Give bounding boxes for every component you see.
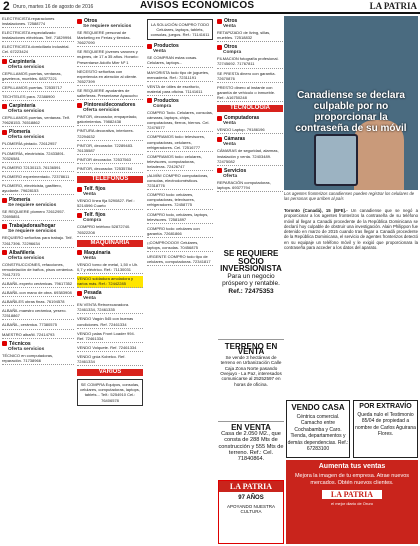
- classified-ad: ALBAÑIL maestro cerámica, yesero. 72518867: [2, 308, 74, 320]
- classified-ad: VENDO soldadura amoladora y varios más. Ref.: 72442285: [77, 276, 143, 288]
- classified-ad: COMPRAMOS todo: celulares, televisores, computadoras, heladeras. 72426747: [147, 154, 213, 171]
- news-headline: Canadiense se declara culpable por no proporcionar la contraseña de su móvil: [295, 90, 407, 134]
- category-label: Albañilería: [9, 249, 35, 256]
- classified-ad: VENDO torno de metal, 1,50 x Uh. 0,7 y eléctrico. Ref.: 71130031: [77, 262, 143, 274]
- classified-ad: PLOMERO 72130113. 76136591: [2, 165, 74, 172]
- news-text: Un canadiense que se negó a proporcionar a los agentes fronterizos la contraseña de su teléfono móvil al llegar a Canadá procedente de la República Dominicana se declaró hoy culpable de obstruir una investigación. Alain Philippon fue detenido en marzo de 2015 cuando tras llegar a Canadá procedente de la República Dominicana, el servicio de agentes fronterizos detectó en su equipaje un teléfono móvil y le exigió que proporcionara la contraseña para acceder a los datos del aparato.: [284, 208, 418, 251]
- category-subheading: Venta: [83, 296, 96, 302]
- classified-ad: TÉCNICO en computadoras, reparación. 71738966: [2, 353, 74, 365]
- classified-ad: URGENTE COMPRO todo tipo de celulares, computadoras. 72341817: [147, 254, 213, 266]
- category-bullet-icon: [77, 213, 82, 218]
- page-header: [0, 0, 420, 14]
- classified-ad: LA SOLUCIÓN COMPRO TODO Celulares, laptops, tablets, consolas, juegos. Ref.: 71141611: [147, 19, 213, 40]
- classified-ad: ALBAÑIL experto cerámicas. 79617352: [2, 281, 74, 288]
- category-subheading: Venta: [223, 24, 236, 29]
- land-ad-title: TERRENO EN VENTA: [224, 342, 278, 357]
- classified-ad: EN VENTA Retroexcavadora. 72461334, 72461335: [77, 302, 143, 314]
- classified-ad: COMPRO teléfono 52872740. 76522208: [77, 224, 143, 236]
- category-subheading: Oferta servicios: [83, 108, 120, 114]
- anniversary-slogan: APOYANDO NUESTRA CULTURA: [227, 504, 275, 515]
- classified-ad: SE REQUIERE ayudantes de salteñeras. Presentarse Ayacucho: [77, 88, 143, 100]
- category-subheading: Venta: [83, 255, 96, 261]
- classified-ad: COMPRO todo, celulares, laptops, televisores. 72581897: [147, 212, 213, 224]
- classified-ad: ELECTRICISTA especializado instalaciones eléctricas. Telf. 71829994: [2, 30, 74, 42]
- category-bullet-icon: [2, 104, 7, 109]
- classified-ad: ¡ALMÍN! COMPRO computadoras, consolas, electrodomésticos. 72318776: [147, 173, 213, 190]
- brand-logo: LA PATRIA: [369, 1, 417, 11]
- category-label: Productos: [154, 97, 179, 104]
- classified-ad: PRESTO dinero al instante con garantía de vehículo o inmueble. Ref.: A16750248: [217, 85, 283, 102]
- category-subheading: Se requiere servicios: [83, 24, 132, 29]
- column-2: [77, 16, 143, 409]
- classified-ad: PINTOR, decorador. 72535784: [77, 166, 143, 173]
- classified-ad: CEPILLAMOS puertas. 72535717: [2, 85, 74, 92]
- classified-ad: PINTOR decorador. 72537563: [77, 157, 143, 164]
- classified-ad: PLOMERÍA pintado. 72612957: [2, 141, 74, 148]
- section-banner: TECNOLOGÍA: [217, 105, 283, 112]
- classified-ad: COMPRO todo: celulares con garantía. 72681866: [147, 226, 213, 238]
- land-ad-body: Se vende 3 hectáreas de terreno en Urbanización Calle Caja Zona Norte pasando Ovejuyo - La Paz, interesados comunicarse al 25252597 en horas de oficina.: [220, 354, 282, 387]
- lost-document-box: [353, 400, 418, 458]
- news-dateline: Toronto (Canadá), 15 (EFE).-: [284, 208, 348, 213]
- column-4: [217, 16, 283, 190]
- category-label: Otros: [84, 18, 98, 24]
- category-subheading: Venta: [83, 192, 96, 198]
- classified-ad: VENDO línea fija 5290827. Ref.: 5214596 Cuarto: [77, 198, 143, 210]
- category-bullet-icon: [2, 130, 7, 135]
- house-sale-box: [286, 400, 350, 458]
- classified-ad: SE REQUIERE plomero 72612957. 72695851: [2, 209, 74, 221]
- section-banner: VARIOS: [77, 369, 143, 376]
- section-banner: TELEFONOS: [77, 176, 143, 183]
- category-bullet-icon: [217, 45, 222, 50]
- category-bullet-icon: [77, 250, 82, 255]
- classified-ad: COMPRAMOS todo: televisores, computadoras, celulares, refrigeradores. Cel. 72516777: [147, 134, 213, 151]
- classified-ad: PLOMERÍA, electricista. 72433891. 70326581: [2, 151, 74, 163]
- investor-ad-body: Para un negocio próspero y rentable.: [222, 272, 280, 288]
- classified-ad: PLOMERO, electricista, gasfitero, ayudante. 79628153: [2, 183, 74, 195]
- category-label: Pesada: [84, 290, 102, 297]
- classified-ad: SE COMPRA Equipos, consolas, celulares, computadoras, laptops, tablets... Telf.: 5254910 Cel.: 76406578: [77, 379, 143, 405]
- category-bullet-icon: [2, 198, 7, 203]
- category-label: Maquinaria: [84, 249, 111, 256]
- lost-document-title: POR EXTRAVÍO: [359, 403, 412, 410]
- category-label: Telf. fijos: [84, 212, 106, 219]
- category-bullet-icon: [77, 19, 82, 24]
- column-3: [147, 16, 213, 268]
- classified-ad: NECESITO señoritas con experiencia en atención al cliente. 76527399: [77, 69, 143, 86]
- land-ad: [218, 344, 284, 422]
- classified-ad: VENDO Volquete. Ref. 72461334: [77, 345, 143, 352]
- category-bullet-icon: [217, 137, 222, 142]
- category-subheading: Oferta servicios: [8, 135, 45, 141]
- category-bullet-icon: [2, 250, 7, 255]
- category-subheading: Oferta servicios: [8, 109, 45, 115]
- category-label: Telf. fijos: [84, 186, 106, 193]
- date-line: Oruro, martes 16 de agosto de 2016: [12, 4, 94, 10]
- classified-ad: CÁMARAS de seguridad, alarmas, instalación y venta. 72403489. 72475082: [217, 148, 283, 165]
- category-bullet-icon: [77, 187, 82, 192]
- category-label: Productos: [154, 43, 179, 50]
- house-sale-ad-body: Casa de 2.050 M2., que consta de 288 Mts de construcción y 555 Mts de terreno. Ref.: Cel. 71840864.: [218, 431, 284, 463]
- category-subheading: Compra: [153, 103, 172, 109]
- classified-ad: ¡¡COMPROOOO!! Celulares, laptops, consolas. 70456875: [147, 240, 213, 252]
- category-bullet-icon: [147, 98, 152, 103]
- investor-ad-title: SE REQUIERE SOCIO INVERSIONISTA: [220, 249, 282, 274]
- classified-ad: COMPRO todo: celulares, computadoras, televisores, refrigeradores. 72458775: [147, 192, 213, 209]
- classified-ad: VENTA de útiles de escritorio, material para oficina. 71141611: [147, 84, 213, 96]
- classified-ad: COMPRO Todo. Celulares, consolas, cámaras, laptops, chips, computadoras, fierros, hierros. Cel. 72476577: [147, 110, 213, 132]
- lost-document-body: Queda nulo el Testimonio 85/04 de propiedad a nombre de Carlos Aguirana Flores.: [355, 412, 416, 438]
- section-banner: MAQUINARIA: [77, 240, 143, 247]
- classified-ad: MAESTRO albañil. 72414793: [2, 332, 74, 339]
- column-1: [2, 16, 74, 367]
- category-subheading: Oferta servicios: [8, 346, 45, 352]
- category-bullet-icon: [2, 341, 7, 346]
- classified-ad: VENDO Laptop. 79186196: [217, 127, 283, 134]
- news-body: [284, 208, 418, 398]
- category-subheading: Venta: [153, 49, 166, 55]
- classified-ad: CEPILLAMOS puertas, ventanas. Telf. 79628153. 76518862: [2, 115, 74, 127]
- category-subheading: Venta: [223, 142, 236, 148]
- category-subheading: Compra: [223, 50, 242, 56]
- classified-ad: PINTURA decorativa, interiores. 72294632: [77, 128, 143, 140]
- classified-ad: SE PRESTA dinero con garantía. 72670876: [217, 71, 283, 83]
- classified-ad: VENDO palas Front Loader 994. Ref. 72461334: [77, 331, 143, 343]
- promo-title: Aumenta tus ventas: [318, 463, 386, 470]
- classified-ad: ELECTRICISTA domiciliario industrial. Cel. 67223424: [2, 44, 74, 56]
- classified-ad: PINTOR, decorador. 72289483. 76135587: [77, 143, 143, 155]
- category-bullet-icon: [77, 291, 82, 296]
- category-label: Trabajadoras/hogar: [9, 223, 56, 230]
- classified-ad: ELECTRICISTA reparaciones instalaciones. 72588774: [2, 16, 74, 28]
- category-subheading: Compra: [83, 218, 102, 224]
- anniversary-box: [218, 480, 284, 544]
- classified-ad: CEPILLAMOS puertas, ventanas, gaveteros, muebles. 68377221: [2, 71, 74, 83]
- house-sale-ad-title: EN VENTA: [231, 423, 271, 432]
- classified-ad: ALBAÑIL, cerámica. 77380575: [2, 322, 74, 329]
- house-sale-box-body: Céntrica comercial. Camacho entre Cochabamba y Caro. Tienda, departamentos y demás dependencias. Ref.: 67283100: [287, 414, 349, 453]
- classified-ad: REPARACIÓN computadoras, laptops. 69377794: [217, 180, 283, 192]
- category-label: Servicios: [224, 167, 247, 174]
- promo-message: Mejora la imagen de tu empresa. Atrae nuevos mercados. Obtén nuevos clientes.: [294, 473, 410, 486]
- classified-ad: ALBAÑIL con mano de obra. 69383908: [2, 290, 74, 297]
- section-title: AVISOS ECONÓMICOS: [140, 0, 255, 11]
- page-number: 2: [3, 0, 10, 13]
- category-bullet-icon: [2, 59, 7, 64]
- category-label: Otros: [224, 18, 238, 24]
- category-subheading: Se requiere servicios: [8, 229, 57, 235]
- classified-ad: SE REQUIERE personal de Marketing en Ferias y tiendas. 76627090: [77, 30, 143, 47]
- house-sale-ad: [218, 425, 284, 477]
- category-bullet-icon: [217, 116, 222, 121]
- category-subheading: Oferta: [223, 173, 238, 179]
- category-subheading: Oferta servicios: [8, 255, 45, 261]
- classified-ad: ALBAÑILES obras finas. 76194578: [2, 299, 74, 306]
- classified-ad: CONSTRUCCIONES, refacciones, remodelación de baños, pisos cerámica. 79417370: [2, 262, 74, 279]
- category-bullet-icon: [77, 103, 82, 108]
- category-label: Computadoras: [224, 115, 260, 122]
- category-label: Pintores/decoradores: [84, 102, 136, 109]
- category-label: Plomería: [9, 129, 31, 136]
- classified-ad: PINTOR, decorador, empapelado, gatorimientos. 79882438: [77, 114, 143, 126]
- classified-ad: VENDO grúa Kobelco. Ref. 72461334: [77, 354, 143, 366]
- classified-ad: PLOMERO experimentado. 72378611: [2, 174, 74, 181]
- promo-slogan: el mejor diario de Oruro: [330, 501, 374, 506]
- category-bullet-icon: [217, 19, 222, 24]
- house-sale-box-title: VENDO CASA: [291, 403, 345, 412]
- category-label: Carpintería: [9, 58, 36, 65]
- anniversary-years: 97 AÑOS: [238, 495, 264, 501]
- category-subheading: Venta: [223, 121, 236, 127]
- news-photo: [284, 16, 418, 190]
- classified-ad: RETAPIZADO de living, sillas, muebles. 72518832: [217, 30, 283, 42]
- classified-ad: SE REQUIERE jóvenes varones y mujeres, de 17 a 35 años. Horario: Presentarse Adolfo Mier Nº 1: [77, 49, 143, 66]
- photo-caption: Los agentes fronterizos canadienses pueden registrar los celulares de las personas que arriben al país: [284, 191, 415, 201]
- anniversary-logo: LA PATRIA: [219, 481, 283, 492]
- category-bullet-icon: [147, 44, 152, 49]
- classified-ad: SE COMPRAN estas cosas. Celulares, laptops...: [147, 55, 213, 67]
- investor-ad-ref: Ref.: 72475353: [228, 287, 274, 295]
- category-label: Cámaras: [224, 136, 246, 143]
- classified-ad: REQUIERO señoritas para trabajo. Telf. 72617396. 72296634: [2, 235, 74, 247]
- category-label: Plomería: [9, 197, 31, 204]
- category-bullet-icon: [217, 168, 222, 173]
- promo-banner: [286, 460, 418, 544]
- category-label: Otros: [224, 44, 238, 51]
- classified-ad: TECHTELES para. 72388900: [2, 94, 74, 101]
- classified-ad: FILMACION fotografía profesional. 72745692. 71767811: [217, 56, 283, 68]
- category-label: Carpintería: [9, 103, 36, 110]
- category-subheading: Se requiere servicios: [8, 203, 57, 209]
- phone-shape: [314, 134, 358, 186]
- classified-ad: MAYORISTA todo tipo de juguetes, mercadería. Ref.: 72311191: [147, 70, 213, 82]
- investor-ad: [218, 250, 284, 340]
- category-bullet-icon: [2, 224, 7, 229]
- category-subheading: Oferta servicios: [8, 64, 45, 70]
- category-label: Técnicos: [9, 340, 31, 347]
- classified-ad: VENDO Vagón 545 con buenas condiciones. Ref. 72461334: [77, 316, 143, 328]
- promo-logo: LA PATRIA: [322, 490, 382, 499]
